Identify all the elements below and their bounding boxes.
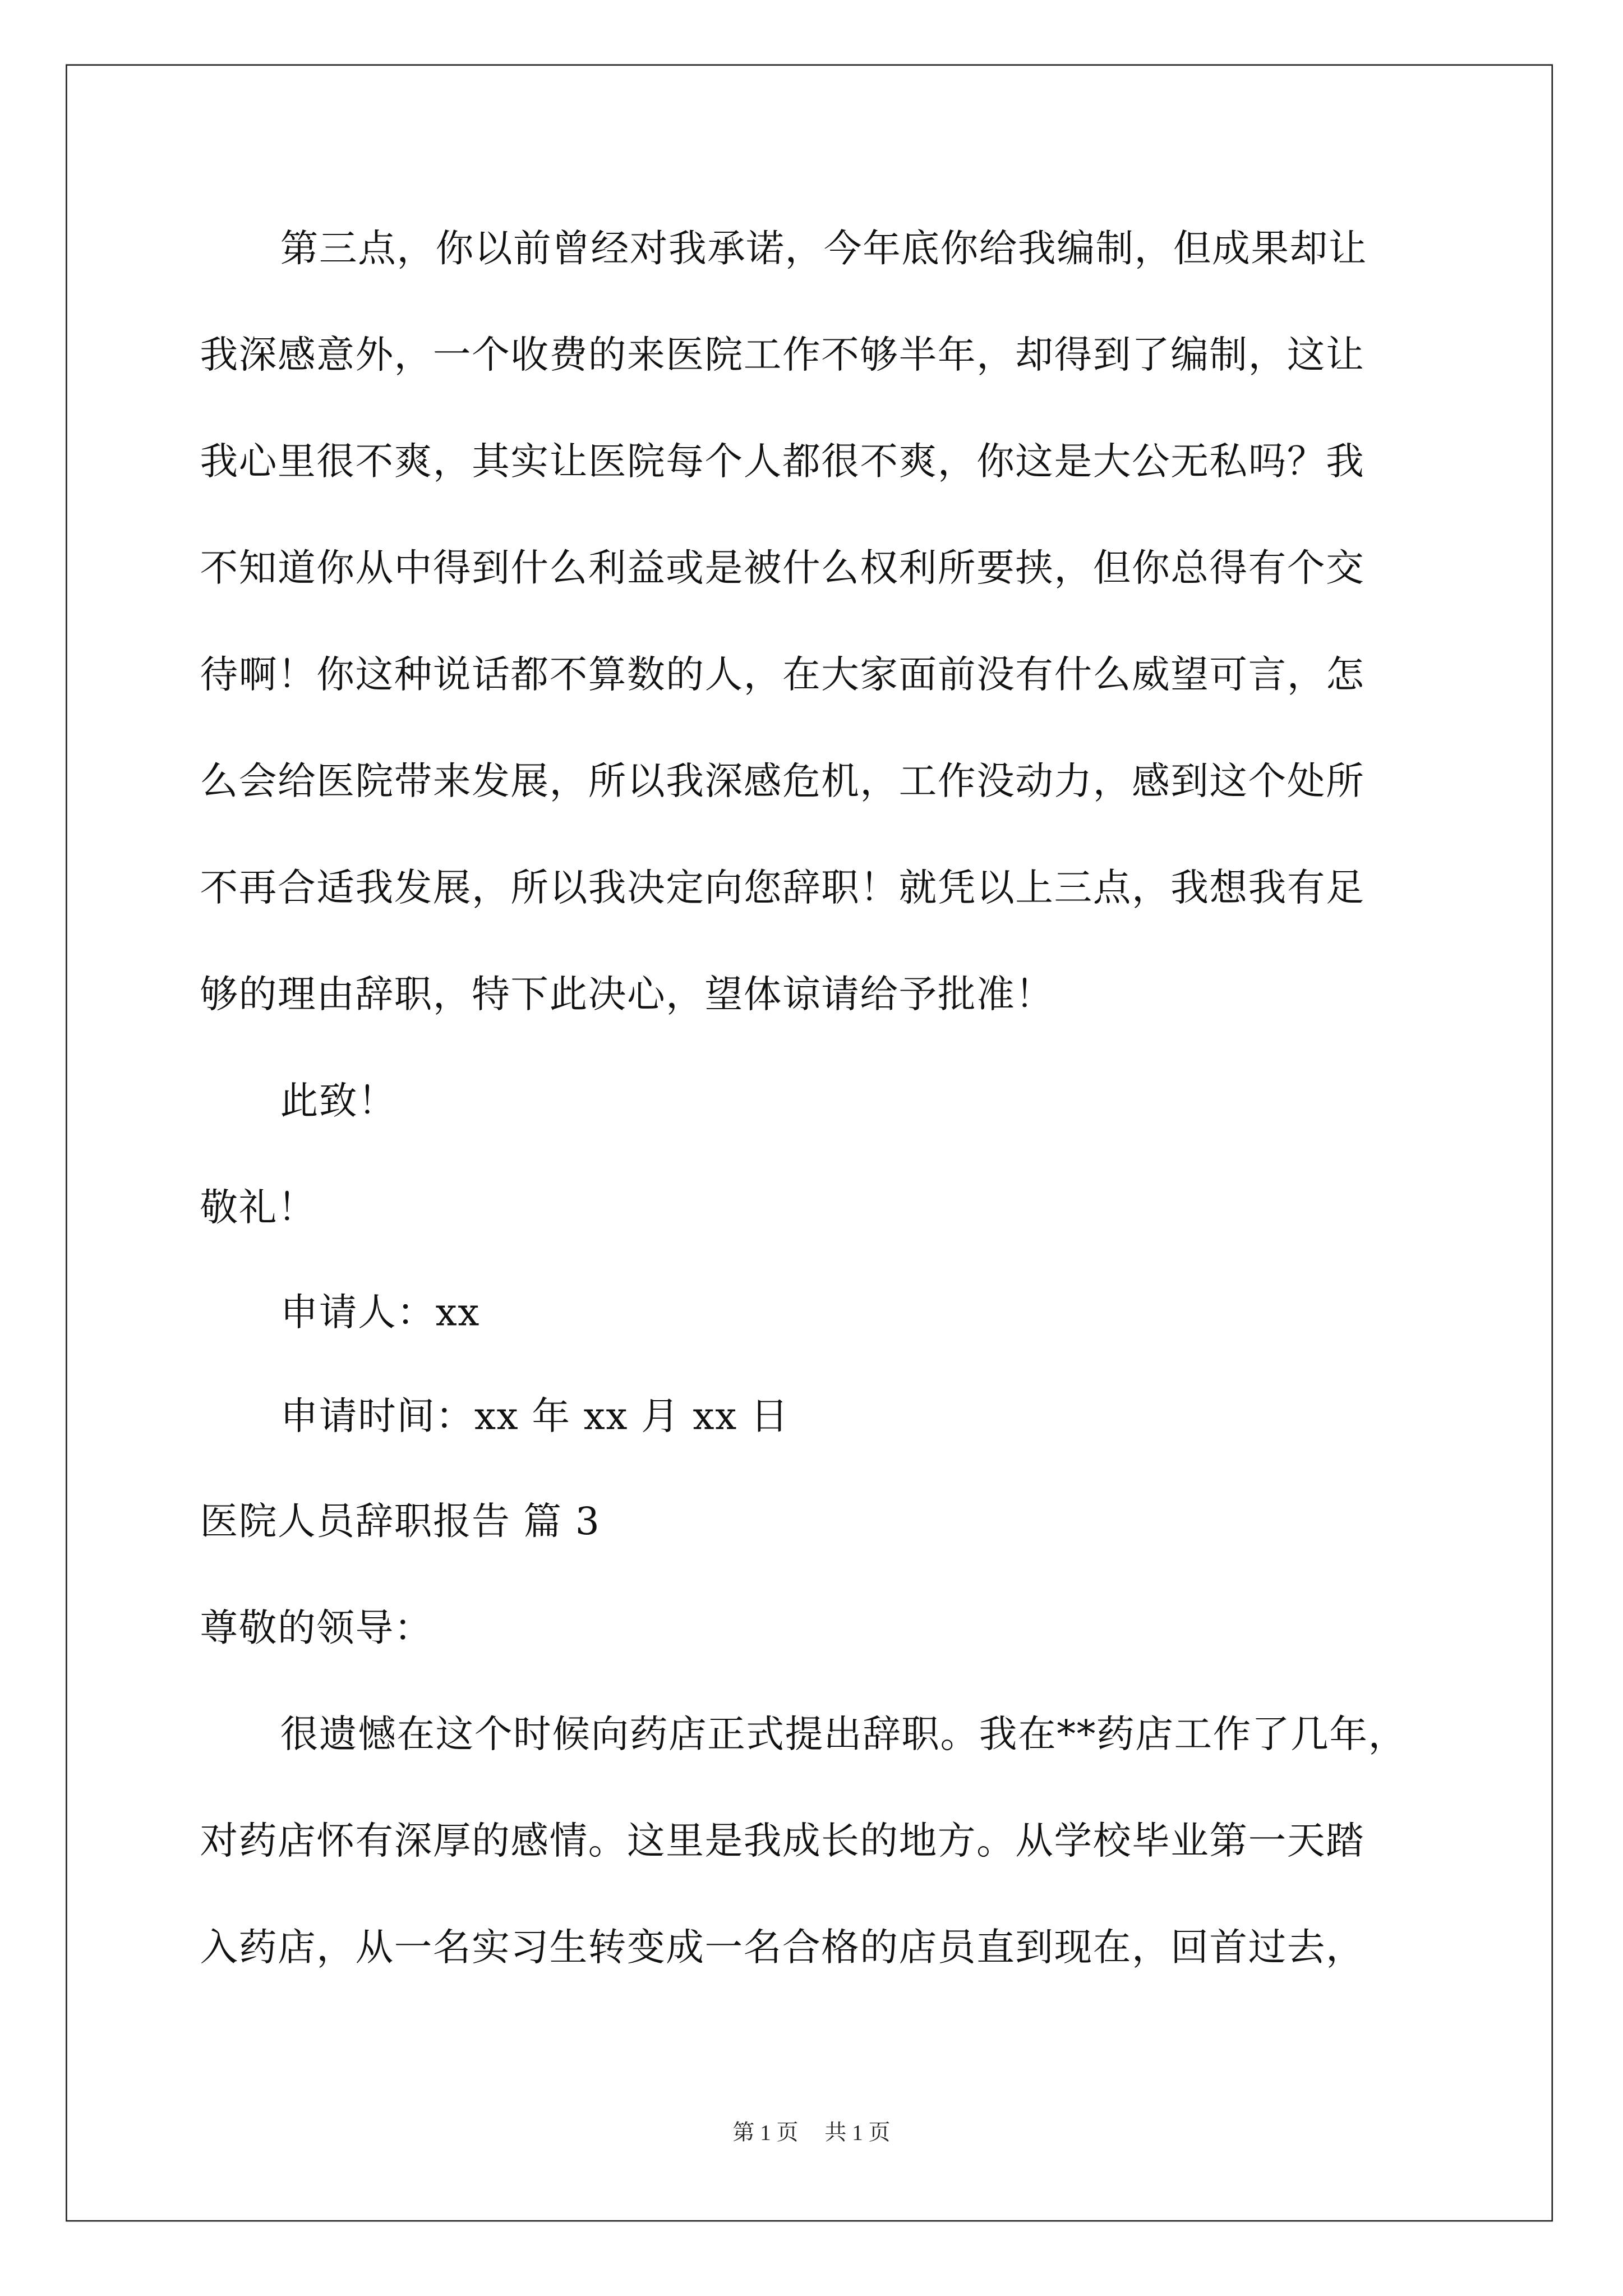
paragraph-line: 很遗憾在这个时候向药店正式提出辞职。我在**药店工作了几年，	[280, 1713, 1407, 1757]
page-number: 第 1 页	[732, 2122, 799, 2146]
paragraph-line: 第三点，你以前曾经对我承诺，今年底你给我编制，但成果却让	[280, 227, 1368, 272]
paragraph-line: 对药店怀有深厚的感情。这里是我成长的地方。从学校毕业第一天踏	[200, 1820, 1365, 1864]
applicant-line: 申请人：xx	[280, 1291, 481, 1336]
page-total: 共 1 页	[824, 2122, 891, 2146]
paragraph-line: 我深感意外，一个收费的来医院工作不够半年，却得到了编制，这让	[200, 334, 1365, 378]
paragraph-line: 够的理由辞职，特下此决心，望体谅请给予批准！	[200, 973, 1054, 1018]
paragraph-line: 不再合适我发展，所以我决定向您辞职！就凭以上三点，我想我有足	[200, 867, 1365, 911]
closing-text: 此致！	[280, 1080, 397, 1124]
page-border	[66, 64, 1553, 2221]
date-line: 申请时间：xx 年 xx 月 xx 日	[280, 1395, 790, 1439]
greeting-text: 尊敬的领导：	[200, 1607, 433, 1651]
paragraph-line: 待啊！你这种说话都不算数的人，在大家面前没有什么威望可言，怎	[200, 654, 1365, 698]
paragraph-line: 入药店，从一名实习生转变成一名合格的店员直到现在，回首过去，	[200, 1926, 1365, 1971]
page-footer	[0, 2119, 1623, 2148]
section-title: 医院人员辞职报告 篇 3	[200, 1500, 601, 1545]
paragraph-line: 我心里很不爽，其实让医院每个人都很不爽，你这是大公无私吗？我	[200, 440, 1365, 485]
salute-text: 敬礼！	[200, 1186, 317, 1231]
paragraph-line: 么会给医院带来发展，所以我深感危机，工作没动力，感到这个处所	[200, 760, 1365, 804]
paragraph-line: 不知道你从中得到什么利益或是被什么权利所要挟，但你总得有个交	[200, 547, 1365, 591]
